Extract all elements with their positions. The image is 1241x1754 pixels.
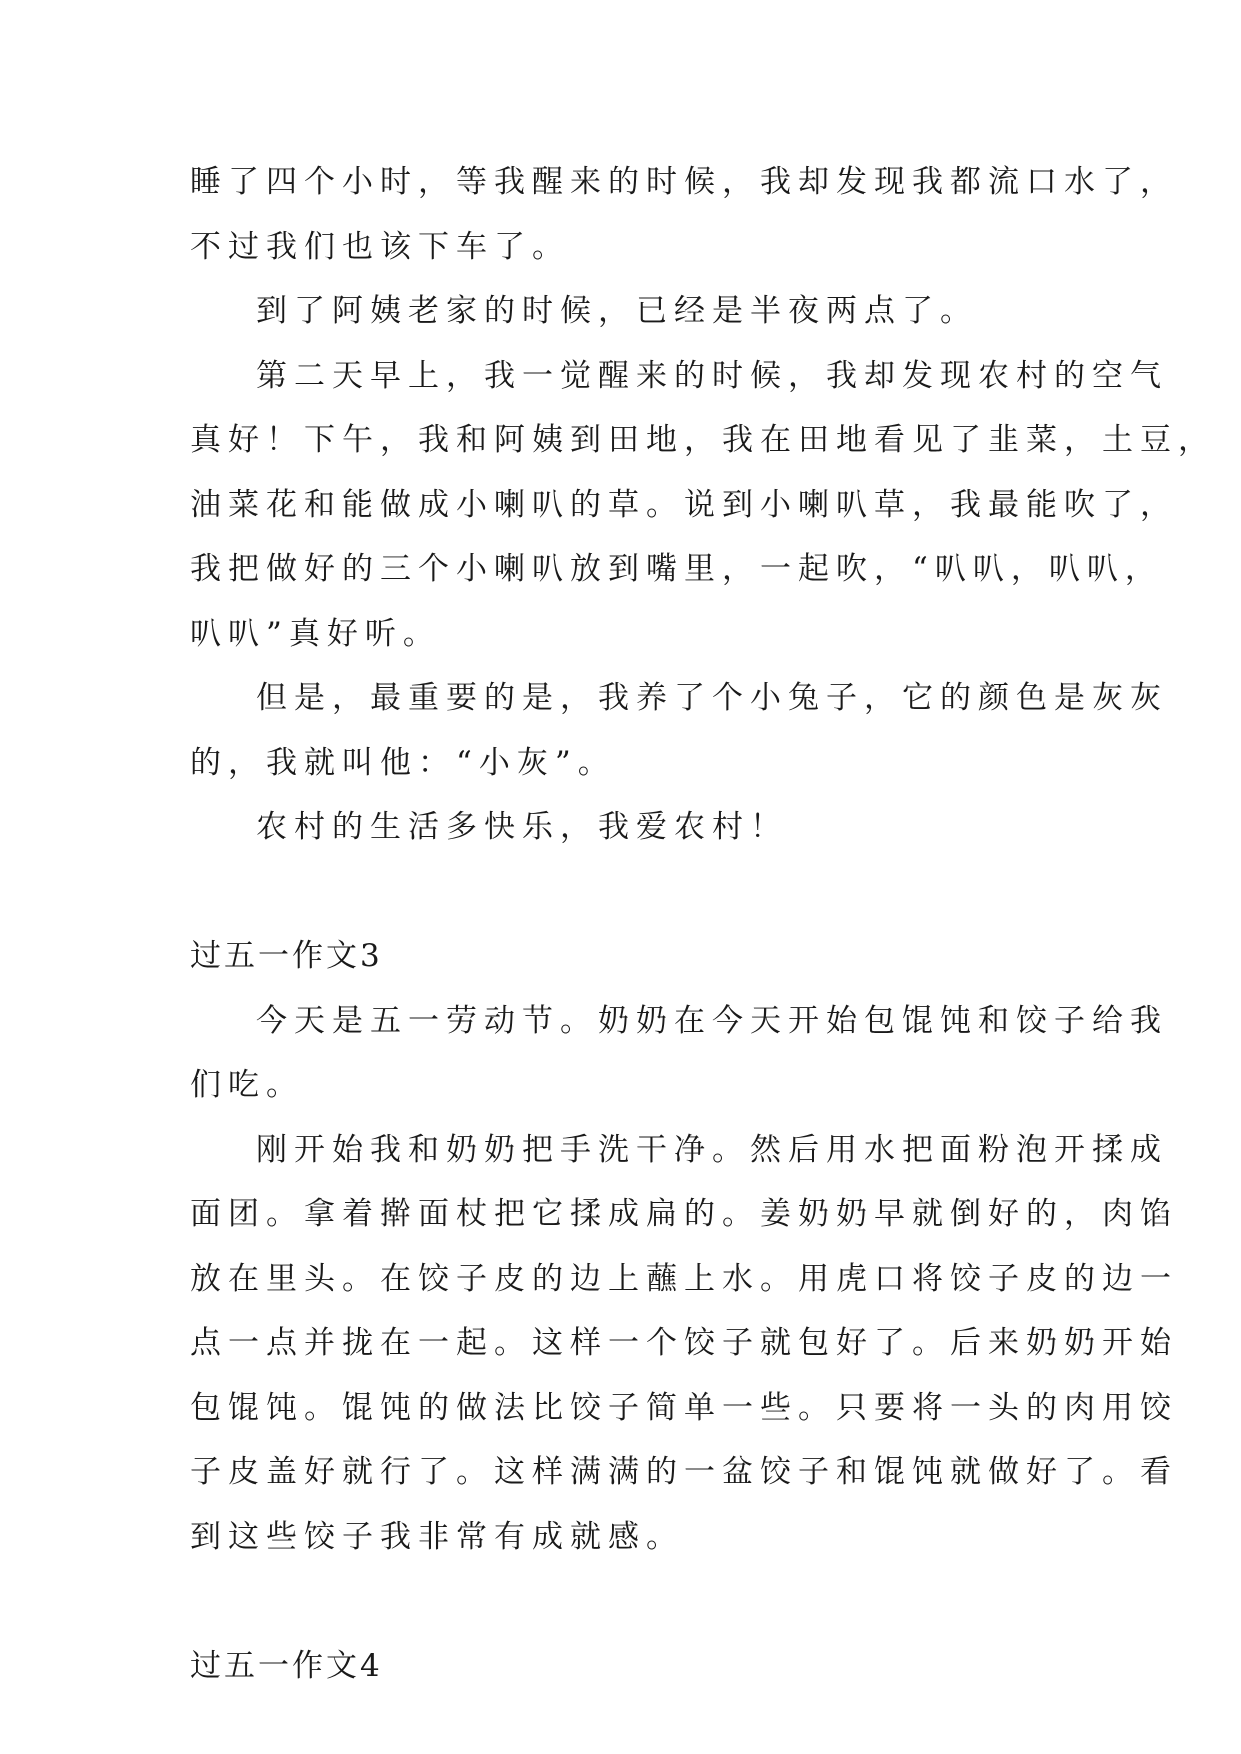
text-line: 到了阿姨老家的时候，已经是半夜两点了。 [256,293,978,329]
text-line: 子皮盖好就行了。这样满满的一盆饺子和馄饨就做好了。看 [190,1454,1178,1490]
text-line: 油菜花和能做成小喇叭的草。说到小喇叭草，我最能吹了， [190,486,1178,523]
section-spacer [190,860,1062,925]
text-line: 第二天早上，我一觉醒来的时候，我却发现农村的空气 [256,357,1168,394]
text-line: 放在里头。在饺子皮的边上蘸上水。用虎口将饺子皮的边一 [190,1260,1178,1297]
paragraph [190,344,1216,667]
text-line: 不过我们也该下车了。 [190,228,570,265]
text-line: 真好！下午，我和阿姨到田地，我在田地看见了韭菜，土豆， [190,422,1216,458]
text-line: 叭叭”真好听。 [190,615,441,652]
section-heading: 过五一作文3 [190,938,383,974]
text-line: 我把做好的三个小喇叭放到嘴里，一起吹，“叭叭，叭叭， [190,551,1163,587]
section-3 [190,1634,1062,1699]
paragraph [190,666,1168,795]
text-line: 农村的生活多快乐，我爱农村！ [256,809,788,845]
paragraph [190,150,1178,279]
document-page [190,150,1216,1698]
text-line: 的，我就叫他：“小灰”。 [190,744,616,781]
paragraph [190,279,1062,344]
section-1 [190,150,1216,860]
text-line: 今天是五一劳动节。奶奶在今天开始包馄饨和饺子给我 [256,1002,1168,1039]
section-heading: 过五一作文4 [190,1647,383,1684]
text-line: 面团。拿着擀面杖把它揉成扁的。姜奶奶早就倒好的，肉馅 [190,1196,1178,1232]
text-line: 但是，最重要的是，我养了个小兔子，它的颜色是灰灰 [256,680,1168,716]
text-line: 们吃。 [190,1067,304,1103]
paragraph [190,1118,1178,1570]
section-spacer [190,1569,1062,1634]
text-line: 刚开始我和奶奶把手洗干净。然后用水把面粉泡开揉成 [256,1131,1168,1168]
paragraph [190,795,1062,860]
text-line: 点一点并拢在一起。这样一个饺子就包好了。后来奶奶开始 [190,1325,1178,1361]
text-line: 到这些饺子我非常有成就感。 [190,1518,684,1555]
text-line: 睡了四个小时，等我醒来的时候，我却发现我都流口水了， [190,164,1178,200]
text-line: 包馄饨。馄饨的做法比饺子简单一些。只要将一头的肉用饺 [190,1389,1178,1426]
section-2 [190,924,1178,1569]
paragraph [190,989,1168,1118]
